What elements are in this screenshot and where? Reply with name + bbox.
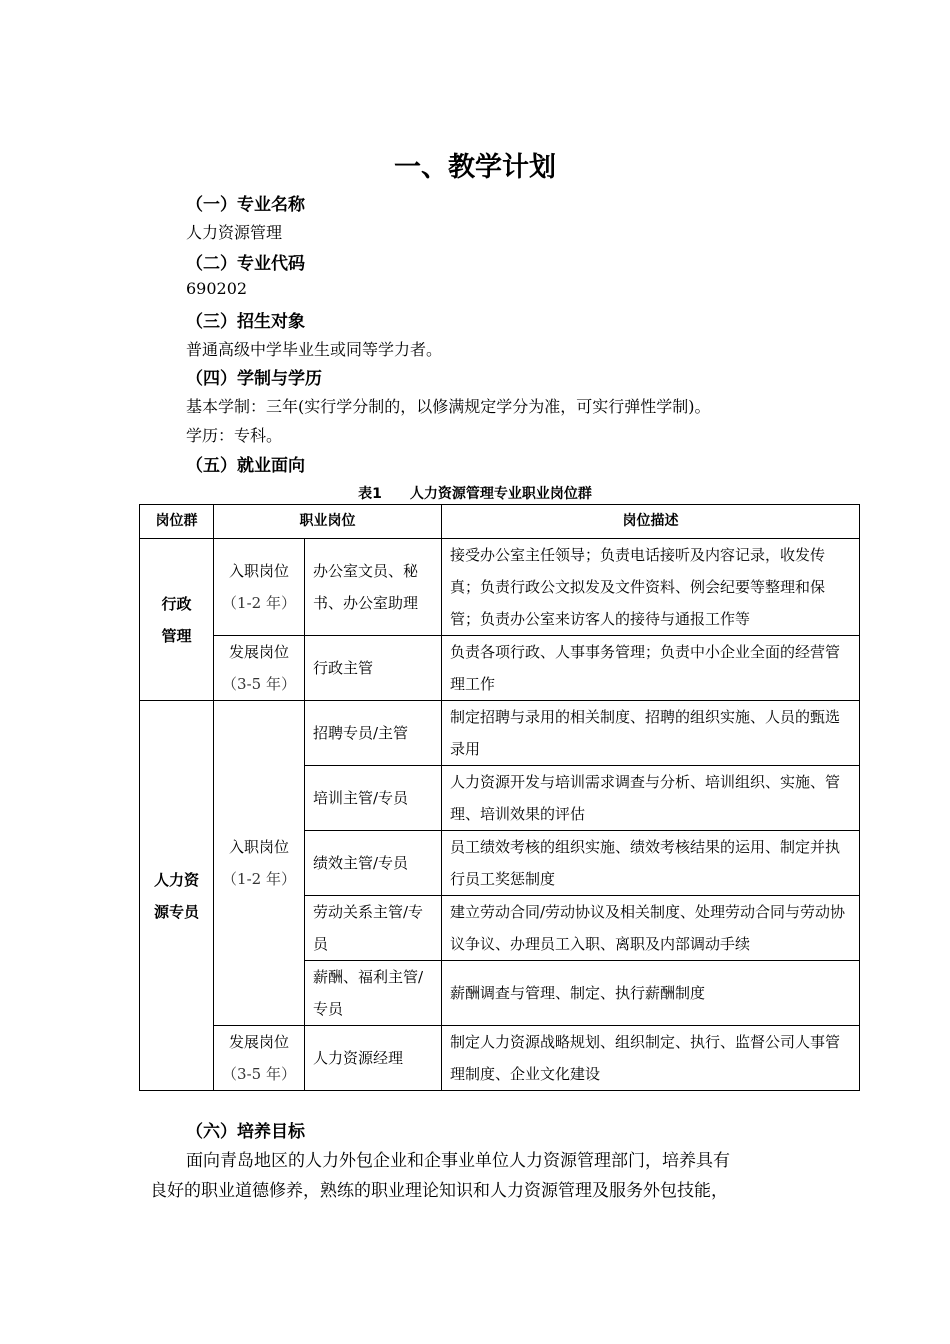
desc-cell: 制定人力资源战略规划、组织制定、执行、监督公司人事管理制度、企业文化建设 xyxy=(442,1026,860,1091)
level-label: 发展岗位 xyxy=(228,1033,289,1051)
major-code: 690202 xyxy=(186,279,248,298)
page-title: 一、教学计划 xyxy=(394,152,556,183)
level-entry xyxy=(214,539,305,636)
section-heading-duration: （四）学制与学历 xyxy=(186,369,322,389)
duration-text: 基本学制：三年(实行学分制的，以修满规定学分为准，可实行弹性学制)。 xyxy=(186,397,711,416)
table-row xyxy=(140,636,860,701)
degree-text: 学历：专科。 xyxy=(186,426,283,445)
table-caption-number: 表1 xyxy=(358,486,382,502)
table-header-row xyxy=(140,505,860,539)
objectives-line-2: 良好的职业道德修养，熟练的职业理论知识和人力资源管理及服务外包技能， xyxy=(150,1181,728,1201)
section-heading-objectives: （六）培养目标 xyxy=(186,1122,305,1142)
section-heading-major-name: （一）专业名称 xyxy=(186,195,305,215)
group-admin-line2: 管理 xyxy=(161,626,192,645)
section-heading-employment: （五）就业面向 xyxy=(186,456,305,476)
table-row xyxy=(140,539,860,636)
desc-cell: 建立劳动合同/劳动协议及相关制度、处理劳动合同与劳动协议争议、办理员工入职、离职及内部调动手续 xyxy=(442,896,860,961)
group-hr-line1: 人力资 xyxy=(153,870,199,889)
desc-cell: 薪酬调查与管理、制定、执行薪酬制度 xyxy=(442,961,860,1026)
group-hr xyxy=(140,701,214,1091)
group-admin-line1: 行政 xyxy=(161,594,192,613)
role-cell: 培训主管/专员 xyxy=(305,766,442,831)
group-hr-line2: 源专员 xyxy=(153,902,199,921)
level-label: 发展岗位 xyxy=(228,643,289,661)
career-table xyxy=(139,504,860,1091)
desc-cell: 员工绩效考核的组织实施、绩效考核结果的运用、制定并执行员工奖惩制度 xyxy=(442,831,860,896)
role-cell: 办公室文员、秘书、办公室助理 xyxy=(305,539,442,636)
role-cell: 人力资源经理 xyxy=(305,1026,442,1091)
role-cell: 薪酬、福利主管/专员 xyxy=(305,961,442,1026)
table-row xyxy=(140,1026,860,1091)
level-years: （3-5 年） xyxy=(222,1065,296,1083)
level-dev xyxy=(214,636,305,701)
role-cell: 行政主管 xyxy=(305,636,442,701)
level-years: （1-2 年） xyxy=(222,594,296,612)
role-cell: 劳动关系主管/专员 xyxy=(305,896,442,961)
section-heading-major-code: （二）专业代码 xyxy=(186,254,305,274)
section-heading-enrollment: （三）招生对象 xyxy=(186,312,305,332)
header-position: 职业岗位 xyxy=(214,505,442,539)
enrollment-text: 普通高级中学毕业生或同等学力者。 xyxy=(186,340,443,359)
header-description: 岗位描述 xyxy=(442,505,860,539)
group-admin xyxy=(140,539,214,701)
level-entry xyxy=(214,701,305,1026)
major-name: 人力资源管理 xyxy=(186,223,283,242)
desc-cell: 负责各项行政、人事事务管理；负责中小企业全面的经营管理工作 xyxy=(442,636,860,701)
level-years: （3-5 年） xyxy=(222,675,296,693)
desc-cell: 接受办公室主任领导；负责电话接听及内容记录，收发传真；负责行政公文拟发及文件资料、例会纪要等整理和保管；负责办公室来访客人的接待与通报工作等 xyxy=(442,539,860,636)
desc-cell: 人力资源开发与培训需求调查与分析、培训组织、实施、管理、培训效果的评估 xyxy=(442,766,860,831)
level-label: 入职岗位 xyxy=(228,838,289,856)
desc-cell: 制定招聘与录用的相关制度、招聘的组织实施、人员的甄选录用 xyxy=(442,701,860,766)
table-row xyxy=(140,701,860,766)
level-label: 入职岗位 xyxy=(228,562,289,580)
objectives-line-1: 面向青岛地区的人力外包企业和企事业单位人力资源管理部门，培养具有 xyxy=(186,1151,730,1171)
table-caption xyxy=(0,483,950,503)
table-caption-title: 人力资源管理专业职业岗位群 xyxy=(409,486,592,502)
header-group: 岗位群 xyxy=(140,505,214,539)
role-cell: 招聘专员/主管 xyxy=(305,701,442,766)
role-cell: 绩效主管/专员 xyxy=(305,831,442,896)
level-dev xyxy=(214,1026,305,1091)
level-years: （1-2 年） xyxy=(222,870,296,888)
